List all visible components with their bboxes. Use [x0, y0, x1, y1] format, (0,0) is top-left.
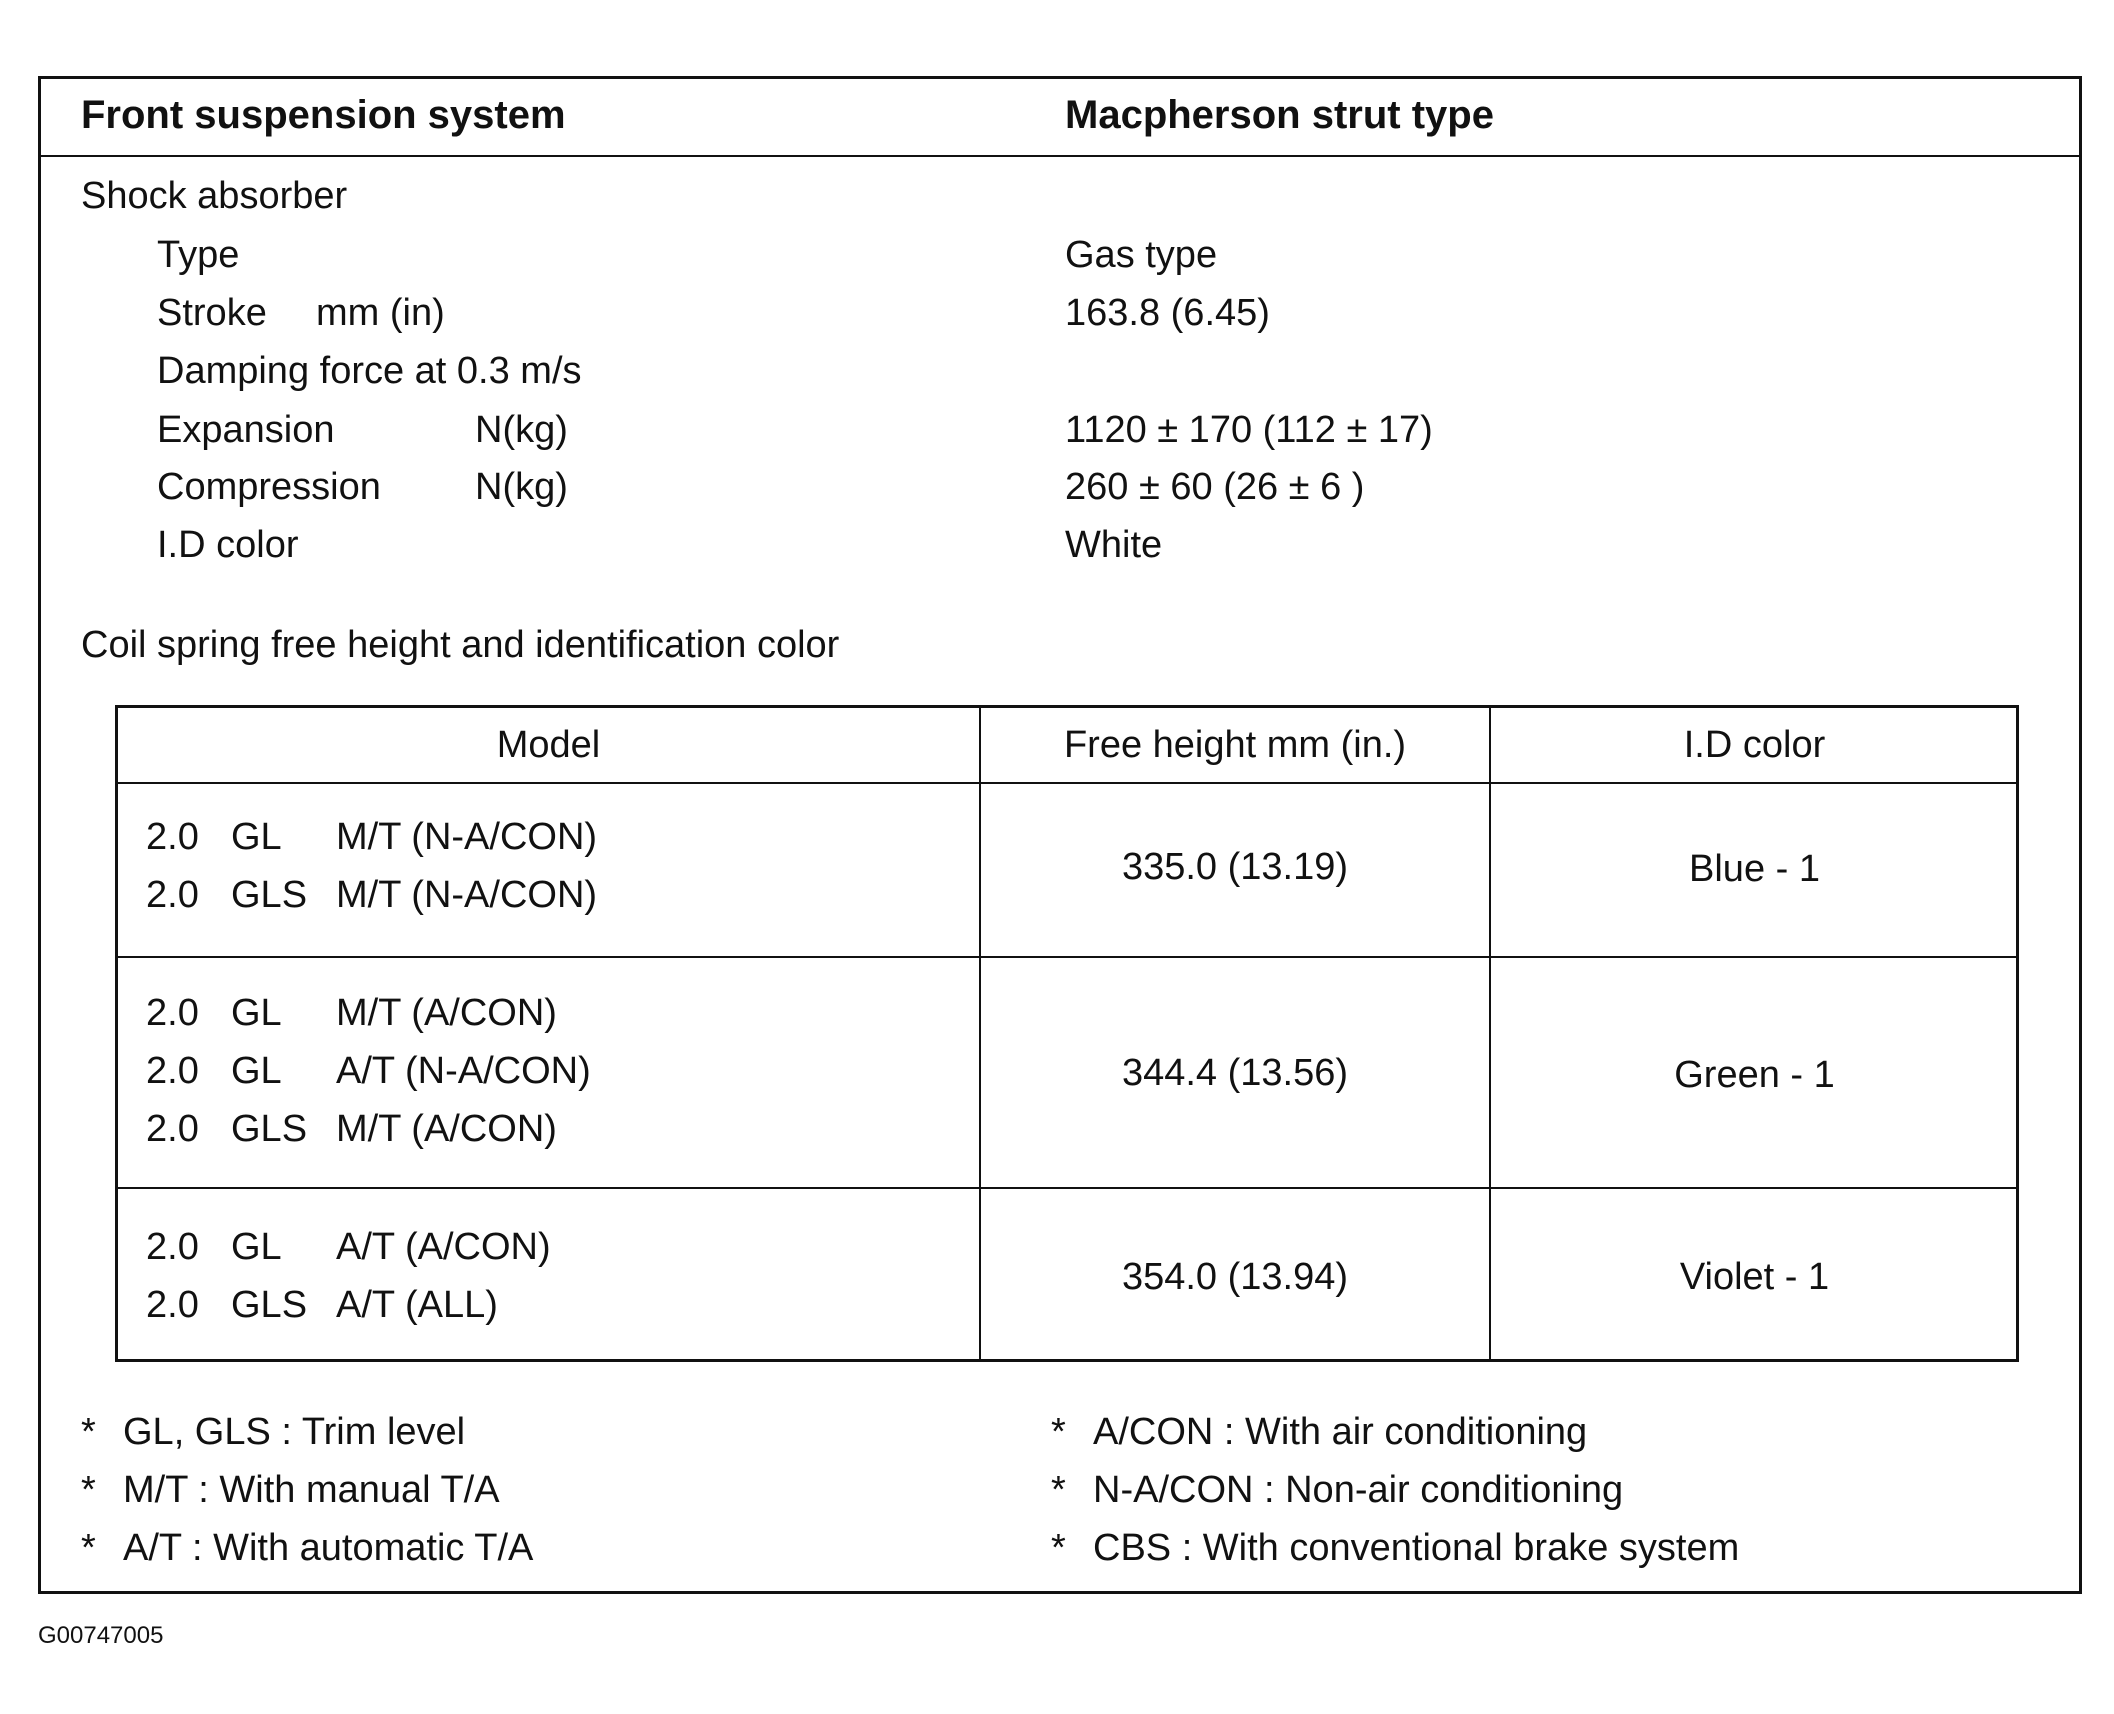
spec-value: 163.8 (6.45): [1065, 292, 1270, 334]
row-divider: [118, 956, 2016, 958]
coil-spring-table: [115, 705, 2019, 1362]
free-height-cell: 344.4 (13.56): [1121, 1052, 1349, 1094]
model-line: 2.0 GL A/T (N-A/CON): [146, 1050, 591, 1092]
spec-value: 260 ± 60 (26 ± 6 ): [1065, 466, 1365, 508]
column-header-free-height: Free height mm (in.): [1063, 724, 1407, 766]
table-row: [146, 808, 597, 924]
spec-label: I.D color: [157, 524, 299, 566]
spec-unit: N(kg): [475, 466, 568, 508]
id-color-cell: Green - 1: [1674, 1054, 1835, 1096]
table-row: [146, 1218, 551, 1334]
note-item: * N-A/CON : Non-air conditioning: [1051, 1469, 1624, 1511]
spec-unit: N(kg): [475, 409, 568, 451]
model-line: 2.0 GLS M/T (A/CON): [146, 1108, 557, 1150]
spec-label: Damping force at 0.3 m/s: [157, 350, 582, 392]
table-row: [146, 984, 591, 1158]
spec-value: White: [1065, 524, 1163, 566]
figure-id: G00747005: [38, 1622, 164, 1649]
model-line: 2.0 GL M/T (A/CON): [146, 992, 557, 1034]
spec-sheet: [38, 76, 2082, 1594]
note-item: * CBS : With conventional brake system: [1051, 1527, 1740, 1569]
id-color-cell: Violet - 1: [1679, 1256, 1830, 1298]
spec-value: 1120 ± 170 (112 ± 17): [1065, 409, 1433, 451]
system-value: Macpherson strut type: [1065, 93, 1494, 137]
column-header-model: Model: [496, 724, 601, 766]
spec-unit: mm (in): [316, 292, 445, 334]
row-divider: [118, 1187, 2016, 1189]
spec-label: Compression: [157, 466, 381, 508]
spec-label: Expansion: [157, 409, 335, 451]
id-color-cell: Blue - 1: [1689, 848, 1820, 890]
note-item: * A/CON : With air conditioning: [1051, 1411, 1588, 1453]
spec-header: [41, 79, 2079, 157]
note-item: * A/T : With automatic T/A: [81, 1527, 534, 1569]
spec-value: Gas type: [1065, 234, 1218, 276]
free-height-cell: 335.0 (13.19): [1121, 846, 1349, 888]
coil-spring-title: Coil spring free height and identification color: [81, 624, 840, 666]
system-label: Front suspension system: [81, 93, 566, 137]
model-line: 2.0 GLS A/T (ALL): [146, 1284, 498, 1326]
model-line: 2.0 GLS M/T (N-A/CON): [146, 874, 598, 916]
shock-absorber-title: Shock absorber: [81, 175, 348, 217]
note-item: * GL, GLS : Trim level: [81, 1411, 466, 1453]
column-header-id-color: I.D color: [1683, 724, 1826, 766]
spec-label: Stroke: [157, 292, 267, 334]
spec-label: Type: [157, 234, 240, 276]
free-height-cell: 354.0 (13.94): [1121, 1256, 1349, 1298]
note-item: * M/T : With manual T/A: [81, 1469, 500, 1511]
model-line: 2.0 GL A/T (A/CON): [146, 1226, 551, 1268]
row-divider: [118, 782, 2016, 784]
model-line: 2.0 GL M/T (N-A/CON): [146, 816, 598, 858]
